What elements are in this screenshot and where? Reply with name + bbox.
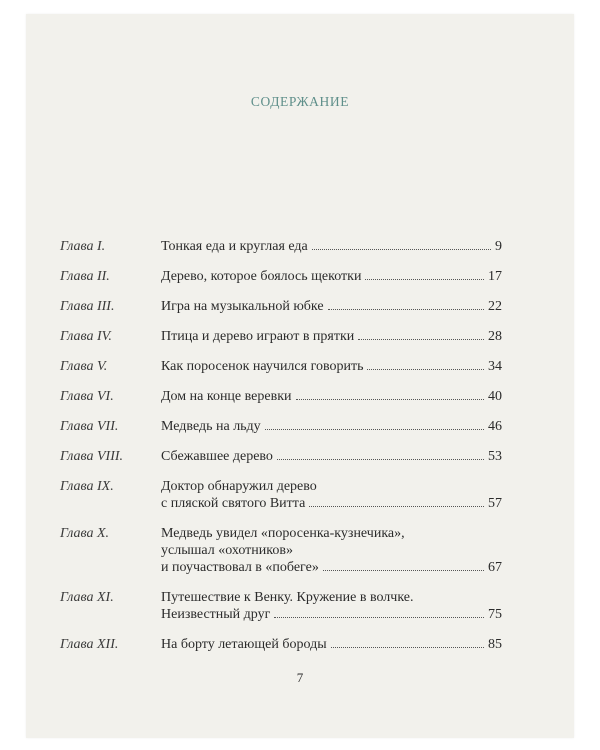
chapter-title-text: Тонкая еда и круглая еда xyxy=(161,239,308,254)
chapter-title xyxy=(161,388,502,405)
toc-entry xyxy=(60,238,502,255)
toc-entry xyxy=(60,388,502,405)
chapter-title xyxy=(161,636,502,653)
chapter-label: Глава VII. xyxy=(60,419,119,434)
chapter-title-line xyxy=(161,606,502,623)
chapter-page-number: 53 xyxy=(488,449,502,464)
chapter-label: Глава II. xyxy=(60,269,110,284)
chapter-page-number: 67 xyxy=(488,560,502,575)
chapter-title-text: Дерево, которое боялось щекотки xyxy=(161,269,362,284)
chapter-title-text: Путешествие к Венку. Кружение в волчке. xyxy=(161,590,414,605)
dot-leader xyxy=(274,616,484,618)
chapter-title-text: и поучаствовал в «побеге» xyxy=(161,560,319,575)
table-of-contents xyxy=(60,238,502,666)
chapter-title-line xyxy=(161,418,502,435)
chapter-label: Глава I. xyxy=(60,239,106,254)
toc-entry xyxy=(60,448,502,465)
dot-leader xyxy=(309,505,484,507)
chapter-title-text: Медведь на льду xyxy=(161,419,261,434)
chapter-page-number: 46 xyxy=(488,419,502,434)
chapter-title-text: услышал «охотников» xyxy=(161,543,293,558)
chapter-title-text: с пляской святого Витта xyxy=(161,496,306,511)
chapter-page-number: 57 xyxy=(488,496,502,511)
chapter-title-line xyxy=(161,589,502,606)
page-number: 7 xyxy=(296,670,304,685)
toc-entry xyxy=(60,525,502,576)
chapter-title-line xyxy=(161,298,502,315)
chapter-title-line xyxy=(161,636,502,653)
chapter-title xyxy=(161,448,502,465)
chapter-title-line xyxy=(161,238,502,255)
toc-entry xyxy=(60,589,502,623)
chapter-label: Глава IV. xyxy=(60,329,112,344)
chapter-title-text: Игра на музыкальной юбке xyxy=(161,299,324,314)
dot-leader xyxy=(328,308,484,310)
chapter-page-number: 22 xyxy=(488,299,502,314)
dot-leader xyxy=(358,338,484,340)
chapter-title-line xyxy=(161,495,502,512)
chapter-title-line xyxy=(161,542,502,559)
chapter-title-line xyxy=(161,268,502,285)
chapter-label: Глава XI. xyxy=(60,590,114,605)
dot-leader xyxy=(265,428,484,430)
page-title: СОДЕРЖАНИЕ xyxy=(250,94,350,109)
chapter-title xyxy=(161,478,502,512)
chapter-page-number: 28 xyxy=(488,329,502,344)
chapter-title xyxy=(161,358,502,375)
toc-entry xyxy=(60,328,502,345)
chapter-label: Глава IX. xyxy=(60,479,114,494)
chapter-title-line xyxy=(161,328,502,345)
dot-leader xyxy=(312,248,491,250)
chapter-label: Глава VIII. xyxy=(60,449,124,464)
chapter-label: Глава III. xyxy=(60,299,115,314)
dot-leader xyxy=(323,569,484,571)
dot-leader xyxy=(367,368,484,370)
chapter-label: Глава X. xyxy=(60,526,110,541)
chapter-page-number: 9 xyxy=(495,239,502,254)
toc-entry xyxy=(60,358,502,375)
chapter-title-text: Медведь увидел «поросенка-кузнечика», xyxy=(161,526,405,541)
chapter-title-line xyxy=(161,525,502,542)
chapter-page-number: 75 xyxy=(488,607,502,622)
chapter-title-line xyxy=(161,448,502,465)
dot-leader xyxy=(296,398,485,400)
dot-leader xyxy=(277,458,484,460)
chapter-title xyxy=(161,589,502,623)
chapter-title-line xyxy=(161,358,502,375)
dot-leader xyxy=(331,646,484,648)
toc-entry xyxy=(60,478,502,512)
chapter-label: Глава XII. xyxy=(60,637,119,652)
chapter-title-text: Доктор обнаружил дерево xyxy=(161,479,317,494)
chapter-title xyxy=(161,268,502,285)
chapter-title-text: Как поросенок научился говорить xyxy=(161,359,364,374)
chapter-title-line xyxy=(161,388,502,405)
chapter-title xyxy=(161,238,502,255)
chapter-title-line xyxy=(161,559,502,576)
chapter-page-number: 34 xyxy=(488,359,502,374)
chapter-title-text: Птица и дерево играют в прятки xyxy=(161,329,355,344)
chapter-label: Глава VI. xyxy=(60,389,114,404)
toc-entry xyxy=(60,268,502,285)
chapter-title xyxy=(161,418,502,435)
chapter-title-text: Сбежавшее дерево xyxy=(161,449,273,464)
book-page xyxy=(26,14,574,738)
chapter-title-text: На борту летающей бороды xyxy=(161,637,327,652)
toc-entry xyxy=(60,298,502,315)
chapter-title-text: Неизвестный друг xyxy=(161,607,271,622)
chapter-title-text: Дом на конце веревки xyxy=(161,389,292,404)
chapter-page-number: 17 xyxy=(488,269,502,284)
chapter-title xyxy=(161,328,502,345)
toc-entry xyxy=(60,418,502,435)
chapter-page-number: 40 xyxy=(488,389,502,404)
chapter-title xyxy=(161,525,502,576)
chapter-title-line xyxy=(161,478,502,495)
chapter-page-number: 85 xyxy=(488,637,502,652)
toc-entry xyxy=(60,636,502,653)
chapter-title xyxy=(161,298,502,315)
dot-leader xyxy=(365,278,484,280)
chapter-label: Глава V. xyxy=(60,359,108,374)
